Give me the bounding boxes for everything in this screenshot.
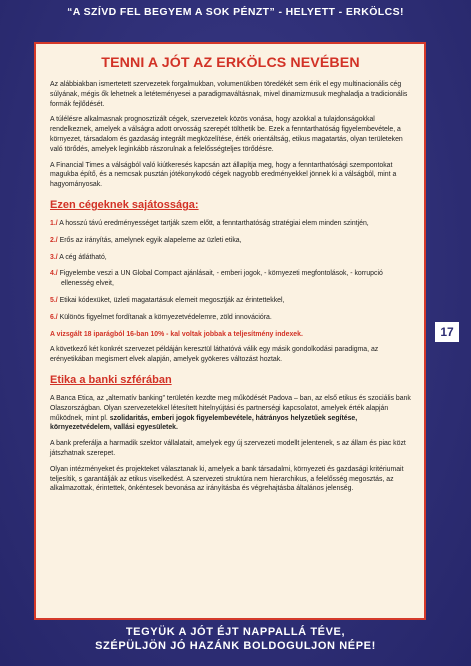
- banca-etica-paragraph: [50, 394, 411, 433]
- list-text: A hosszú távú eredményességet tartják szem előtt, a fenntarthatóság stratégiai elem minden szintjén,: [59, 219, 369, 227]
- banca-etica-values: szolidaritás, emberi jogok figyelembevétele, hátrányos helyzetűek segítése, környezetvédelem, vallási egyesületek.: [50, 414, 358, 432]
- list-number: 2./: [50, 236, 58, 244]
- top-banner: “A SZÍVD FEL BEGYEM A SOK PÉNZT” - HELYETT - ERKÖLCS!: [67, 6, 404, 18]
- page-number: 17: [435, 322, 459, 342]
- intro-paragraph-3: A Financial Times a válságból való kiútkeresés kapcsán azt állapítja meg, hogy a fenntarthatósági szempontokat magukba építő, és a nemcsak pusztán jótékonykodó cégek nagyobb eredményekkel jönnek ki a válságból, mint a hagyományosak.: [50, 161, 397, 189]
- list-number: 6./: [50, 313, 58, 321]
- list-item: [50, 313, 411, 323]
- intro-paragraph-1: Az alábbiakban ismertetett szervezetek forgalmukban, volumenükben töredékét sem érik el egy multinacionális cég súlyának, mégis ők lehetnek a letéteményesei a paradigmaváltásnak, mivel dinamizmusuk meghaladja a tradicionális formák fejlődését.: [50, 81, 408, 108]
- intro-paragraph-2: A túlélésre alkalmasnak prognosztizált cégek, szervezetek közös vonása, hogy azokkal a tulajdonságokkal rendelkeznek, amelyek a válságra adott orvosság szerepét tölthetik be. Ezek a fenntarthatóság figyelembevétele, a környezet, társadalom és gazdaság integrált megközelítése, érték orientáltság, etikus magatartás, olyan területeken való törődés, amelyek leginkább rászorulnak a felelősségteljes törődésre.: [50, 116, 403, 153]
- list-item: [50, 236, 411, 246]
- section1-closing-paragraph: A következő két konkrét szervezet példáján keresztül láthatóvá válik egy másik gondolkodási paradigma, az erényetikában megismert elvek alapján, amelyek gyökeres változást hoztak.: [50, 346, 379, 364]
- list-number: 5./: [50, 296, 58, 304]
- list-item: [50, 253, 411, 263]
- bottom-banner-line-1: TEGYÜK A JÓT ÉJT NAPPALLÁ TÉVE,: [125, 626, 346, 638]
- structure-paragraph: Olyan intézményeket és projekteket választanak ki, amelyek a bank társadalmi, környezeti és gazdasági kritériumait teljesítik, s garantálják az etikus viselkedést. A szervezeti struktúra nem hierarchikus, a felelősség megosztás, az alkalmazottak, érintettek, önkéntesek bevonása az irányításba és végrehajtásba általános jelenség.: [50, 465, 404, 493]
- list-number: 1./: [50, 219, 58, 227]
- section-heading-features: Ezen cégeknek sajátossága:: [50, 198, 199, 211]
- highlight-statement: A vizsgált 18 iparágból 16-ban 10% - kal voltak jobbak a teljesítmény indexek.: [50, 330, 303, 338]
- list-number: 4./: [50, 270, 58, 278]
- section-heading-banking: Etika a banki szférában: [50, 373, 172, 386]
- article-title: TENNI A JÓT AZ ERKÖLCS NEVÉBEN: [101, 55, 360, 71]
- third-sector-paragraph: A bank preferálja a harmadik szektor vállalatait, amelyek egy új szervezeti modellt jelentenek, s az állam és piac közt játszhatnak szerepet.: [50, 440, 406, 457]
- list-text: Erős az irányítás, amelynek egyik alapeleme az üzleti etika,: [59, 236, 242, 244]
- banca-etica-text: A Banca Etica, az „alternatív banking” területén kezdte meg működését Padova – ban, az első etikus és szociális bank Olaszországban. Olyan szervezetekkel létesített hitelnyújtási és partnerségi kapcsolatot, amelyek érték alapján működnek, mint pl.: [50, 394, 411, 422]
- list-item: [50, 269, 411, 289]
- list-text: A cég átlátható,: [59, 253, 107, 261]
- list-text: Különös figyelmet fordítanak a környezetvédelemre, zöld innovációra.: [59, 313, 272, 321]
- bottom-banner: [0, 625, 471, 653]
- list-number: 3./: [50, 253, 58, 261]
- list-text: Figyelembe veszi a UN Global Compact ajánlásait, - emberi jogok, - környezeti megfontolások, - korrupció ellenesség elveit,: [59, 270, 383, 288]
- list-item: [50, 219, 411, 229]
- list-text: Etikai kódexüket, üzleti magatartásuk elemeit megosztják az érintettekkel,: [59, 296, 285, 304]
- bottom-banner-line-2: SZÉPÜLJÖN JÓ HAZÁNK BOLDOGULJON NÉPE!: [95, 640, 376, 652]
- article-panel: [34, 42, 426, 620]
- list-item: [50, 296, 411, 306]
